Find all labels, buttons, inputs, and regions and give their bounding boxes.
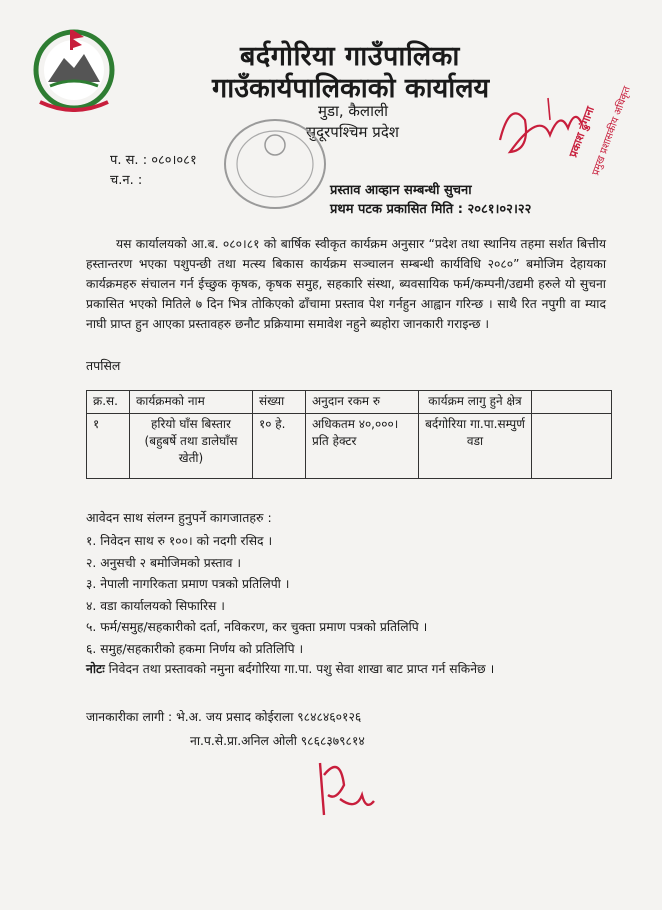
letter-reference-number: प. स. : ०८०।०८१ (110, 153, 197, 168)
cell-program: हरियो घाँस बिस्तार (बहुबर्षे तथा डालेघाँस खेती) (130, 414, 253, 479)
list-item: १. निवेदन साथ रु १००। को नदगी रसिद । (86, 534, 273, 548)
cell-serial: १ (87, 414, 130, 479)
required-documents-list (86, 531, 427, 660)
cell-area: बर्दगोरिया गा.पा.सम्पुर्ण वडा (419, 414, 532, 479)
contact-info-1: जानकारीका लागी : भे.अ. जय प्रसाद कोईराला ९८४८४६०१२६ (86, 710, 362, 724)
list-item: ४. वडा कार्यालयको सिफारिस । (86, 598, 225, 613)
office-name-line2: गाउँकार्यपालिकाको कार्यालय (212, 73, 490, 104)
office-address: मुडा, कैलाली (318, 102, 389, 120)
notice-body-paragraph: यस कार्यालयको आ.ब. ०८०।८१ को बार्षिक स्वीकृत कार्यक्रम अनुसार “प्रदेश तथा स्थानिय तहमा सर्शत बित्तीय हस्तान्तरण भएका पशुपन्छी तथा मत्स्य बिकास कार्यक्रम सञ्चालन सम्बन्धी कार्यविधि २०८०” बमोजिम देहायका कार्यक्रमहरु संचालन गर्न ईच्छुक कृषक, कृषक समुह, सहकारि संस्था, ब्यवसायिक फर्म/कम्पनी/उद्यमी हरुले यो सुचना प्रकासित भएको मितिले ७ दिन भित्र तोकिएको ढाँचामा प्रस्ताव पेश गर्नहुन आह्वान गरिन्छ । साथै रित नपुगी वा म्याद नाघी प्राप्त हुन आएका प्रस्तावहरु छनौट प्रक्रियामा समावेश नहुने ब्यहोरा जानकारी गराइन्छ । (86, 237, 606, 331)
list-item: ३. नेपाली नागरिकता प्रमाण पत्रको प्रतिलिपी । (86, 577, 290, 591)
required-documents-heading: आवेदन साथ संलग्न हुनुपर्ने कागजातहरु : (86, 510, 272, 525)
authorized-signature-top (490, 80, 655, 180)
table-row (87, 414, 612, 479)
col-program-header: कार्यक्रमको नाम (130, 391, 253, 414)
note-line (86, 660, 494, 677)
cell-quantity: १० हे. (253, 414, 306, 479)
program-schedule-table (86, 390, 612, 479)
notice-subject: प्रस्ताव आव्हान सम्बन्धी सुचना (330, 183, 472, 198)
list-item: २. अनुसची २ बमोजिमको प्रस्ताव । (86, 555, 242, 570)
svg-text:प्रकाश ढुंगाना: प्रकाश ढुंगाना (566, 104, 597, 160)
office-name-line1: बर्दगोरिया गाउँपालिका (240, 41, 460, 72)
dispatch-number-label: च.न. : (110, 173, 143, 188)
cell-extra (532, 414, 612, 479)
table-header-row (87, 391, 612, 414)
col-area-header: कार्यक्रम लागु हुने क्षेत्र (419, 391, 532, 414)
list-item: ६. समुह/सहकारीको हकमा निर्णय को प्रतिलिपि । (86, 641, 304, 656)
col-serial-header: क्र.स. (87, 391, 130, 414)
signature-bottom (300, 755, 390, 825)
publish-date: प्रथम पटक प्रकासित मिति : २०८१।०२।२२ (330, 202, 532, 217)
office-seal-stamp (220, 115, 330, 213)
col-quantity-header: संख्या (253, 391, 306, 414)
cell-grant: अधिकतम ४०,०००। प्रति हेक्टर (306, 414, 419, 479)
svg-text:प्रमुख प्रशासकीय अधिकृत: प्रमुख प्रशासकीय अधिकृत (590, 85, 633, 178)
note-label: नोटः (86, 662, 105, 676)
schedule-heading: तपसिल (86, 358, 121, 373)
contact-info-2: ना.प.से.प्रा.अनिल ओली ९८६८३७९८१४ (190, 734, 365, 748)
office-province: सुदूरपश्चिम प्रदेश (306, 123, 399, 141)
col-extra-header (532, 391, 612, 414)
nepal-emblem-icon (26, 24, 122, 112)
note-text: निवेदन तथा प्रस्तावको नमुना बर्दगोरिया गा.पा. पशु सेवा शाखा बाट प्राप्त गर्न सकिनेछ । (104, 662, 495, 676)
list-item: ५. फर्म/समुह/सहकारीको दर्ता, नविकरण, कर चुक्ता प्रमाण पत्रको प्रतिलिपि । (86, 620, 428, 634)
col-grant-header: अनुदान रकम रु (306, 391, 419, 414)
